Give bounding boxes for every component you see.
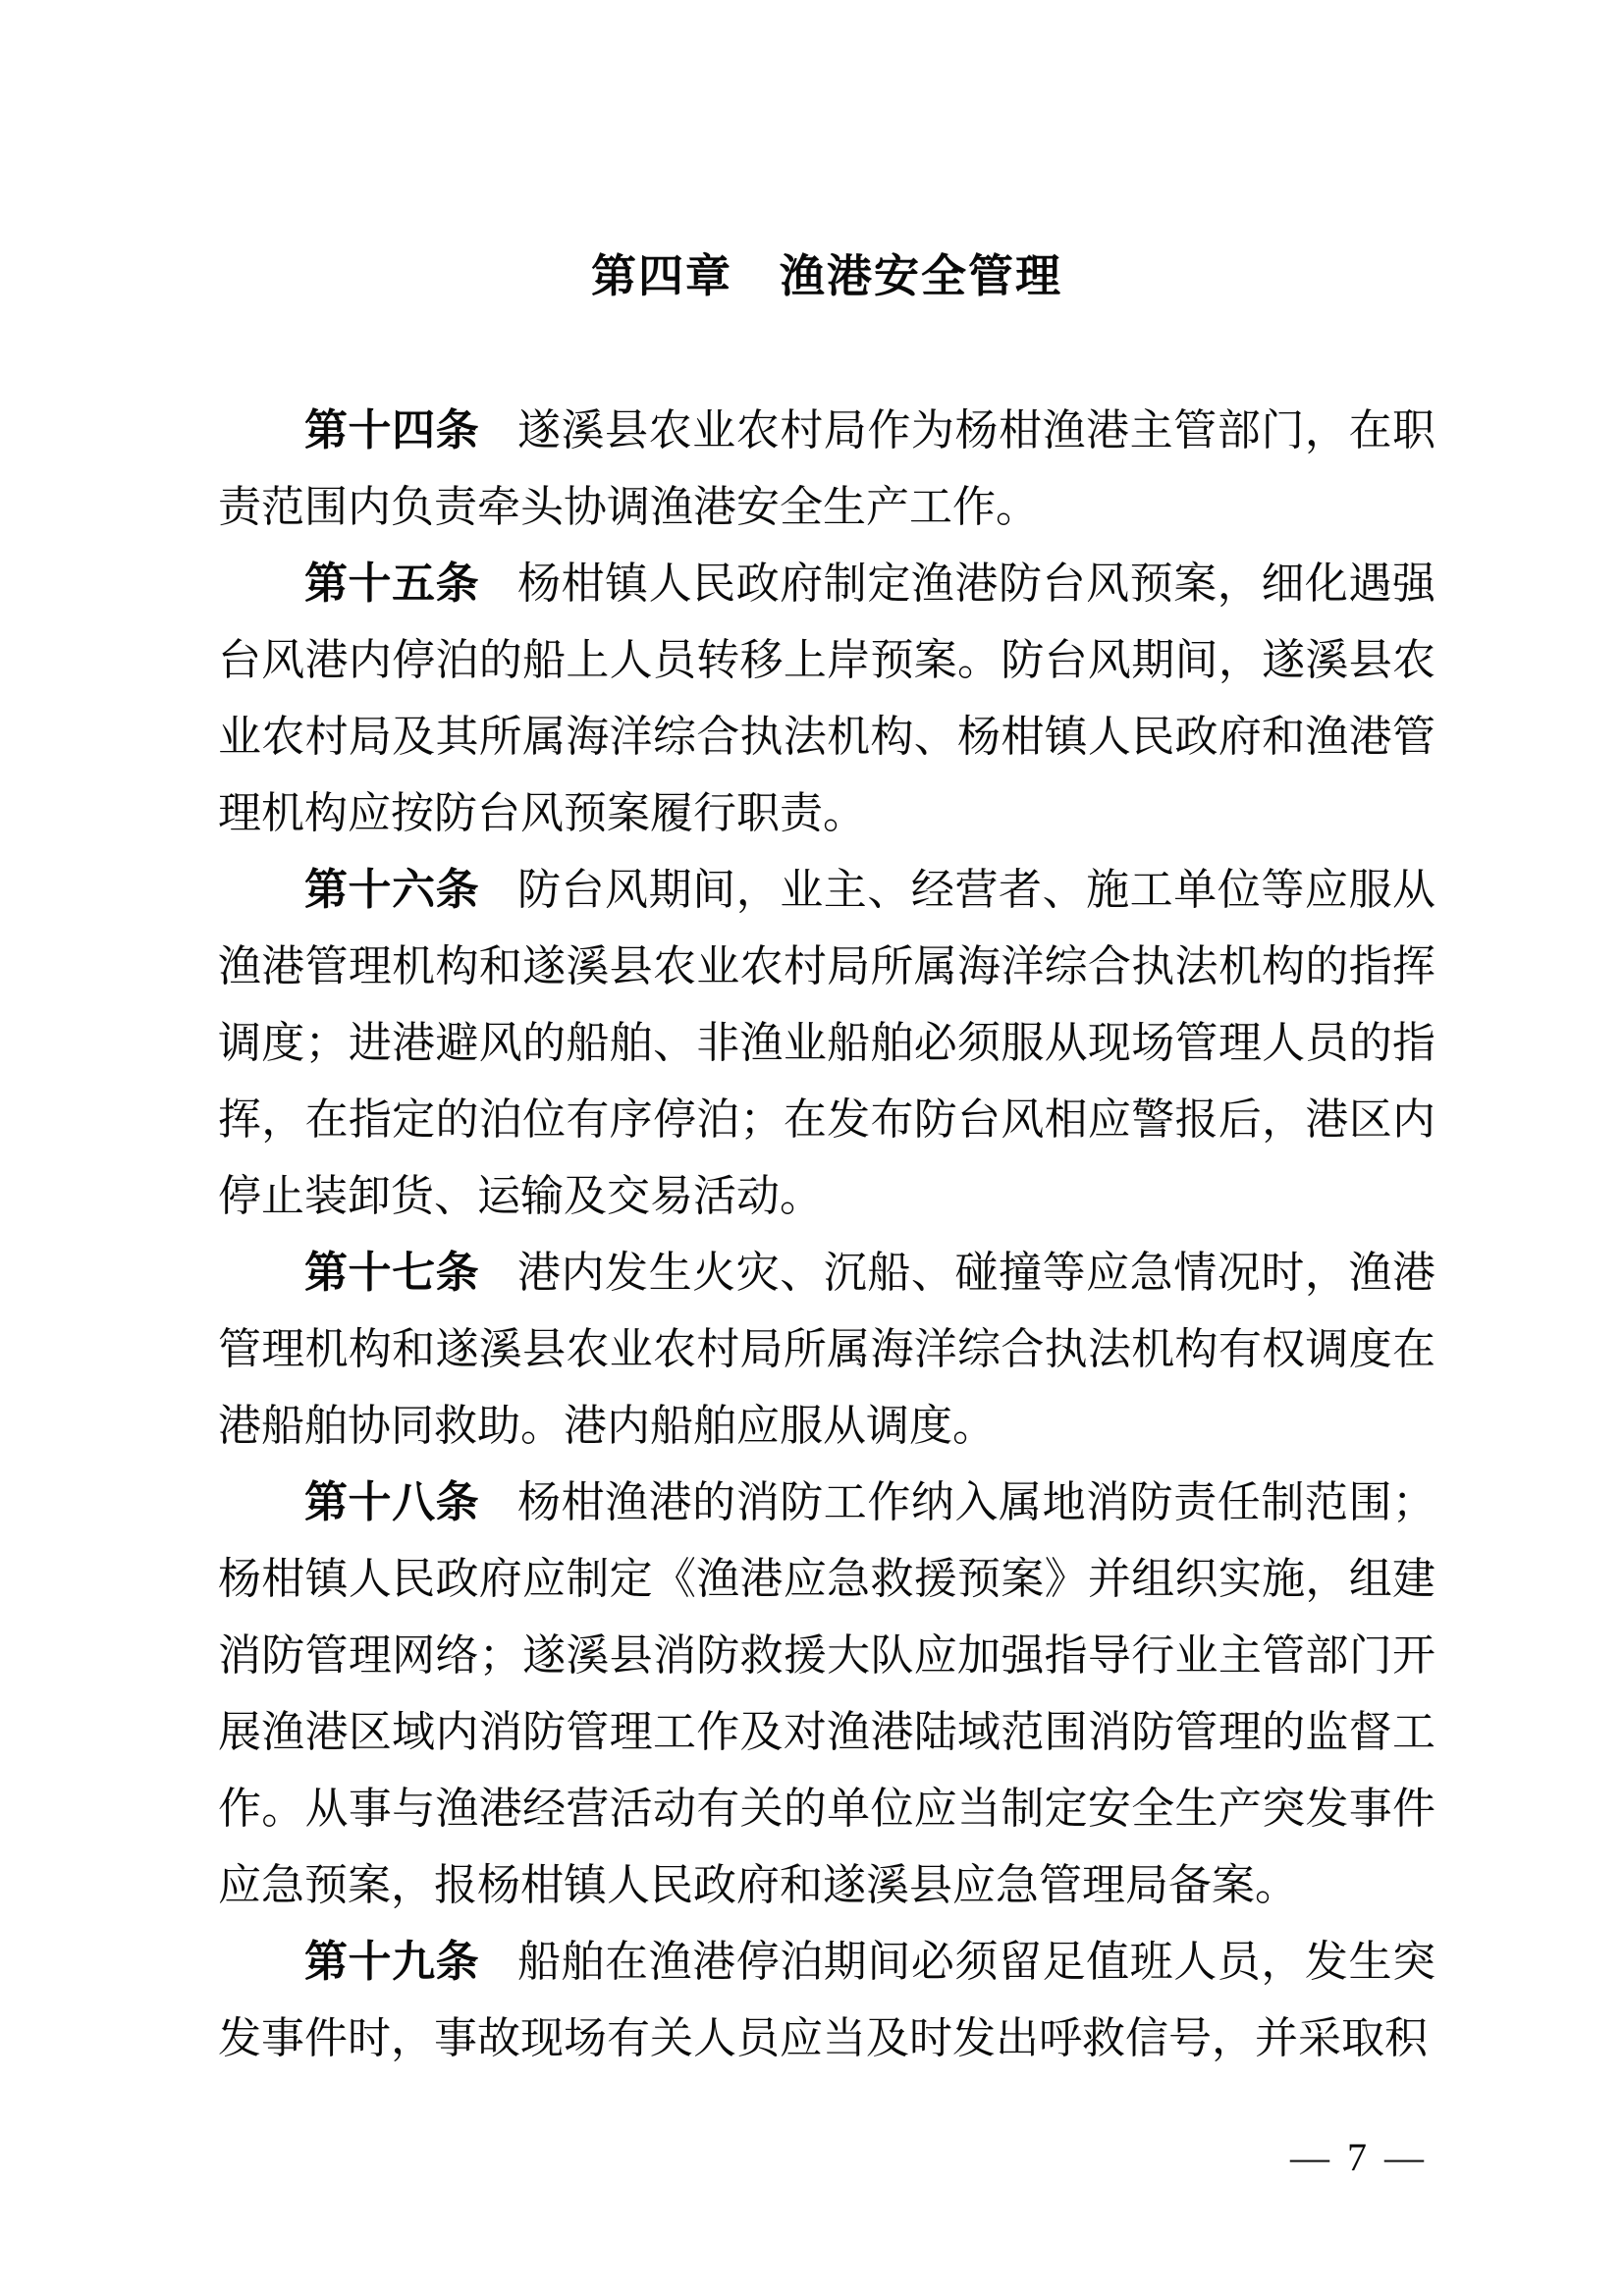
article-number: 第十九条 <box>304 1938 480 1986</box>
article-paragraph <box>218 852 1435 1235</box>
article-number: 第十四条 <box>304 406 480 454</box>
article-paragraph <box>218 546 1435 852</box>
document-body <box>218 393 1435 2077</box>
article-text: 遂溪县农业农村局作为杨柑渔港主管部门，在职责范围内负责牵头协调渔港安全生产工作。 <box>218 406 1436 531</box>
chapter-title: 第四章 渔港安全管理 <box>591 250 1062 301</box>
article-number: 第十七条 <box>304 1249 480 1297</box>
article-number: 第十六条 <box>304 866 480 914</box>
page-number: — 7 — <box>1290 2135 1428 2179</box>
article-paragraph <box>218 1465 1435 1924</box>
article-text: 港内发生火灾、沉船、碰撞等应急情况时，渔港管理机构和遂溪县农业农村局所属海洋综合执法机构有权调度在港船舶协同救助。港内船舶应服从调度。 <box>218 1249 1436 1450</box>
article-text: 防台风期间，业主、经营者、施工单位等应服从渔港管理机构和遂溪县农业农村局所属海洋综合执法机构的指挥调度；进港避风的船舶、非渔业船舶必须服从现场管理人员的指挥，在指定的泊位有序停泊；在发布防台风相应警报后，港区内停止装卸货、运输及交易活动。 <box>218 866 1436 1220</box>
article-paragraph <box>218 393 1435 546</box>
article-number: 第十八条 <box>304 1478 480 1526</box>
article-paragraph <box>218 1924 1435 2077</box>
article-paragraph <box>218 1235 1435 1465</box>
article-text: 杨柑渔港的消防工作纳入属地消防责任制范围；杨柑镇人民政府应制定《渔港应急救援预案》并组织实施，组建消防管理网络；遂溪县消防救援大队应加强指导行业主管部门开展渔港区域内消防管理工作及对渔港陆域范围消防管理的监督工作。从事与渔港经营活动有关的单位应当制定安全生产突发事件应急预案，报杨柑镇人民政府和遂溪县应急管理局备案。 <box>218 1478 1436 1909</box>
article-number: 第十五条 <box>304 560 480 608</box>
article-text: 杨柑镇人民政府制定渔港防台风预案，细化遇强台风港内停泊的船上人员转移上岸预案。防台风期间，遂溪县农业农村局及其所属海洋综合执法机构、杨柑镇人民政府和渔港管理机构应按防台风预案履行职责。 <box>218 560 1436 837</box>
article-text: 船舶在渔港停泊期间必须留足值班人员，发生突发事件时，事故现场有关人员应当及时发出呼救信号，并采取积 <box>218 1938 1436 2062</box>
